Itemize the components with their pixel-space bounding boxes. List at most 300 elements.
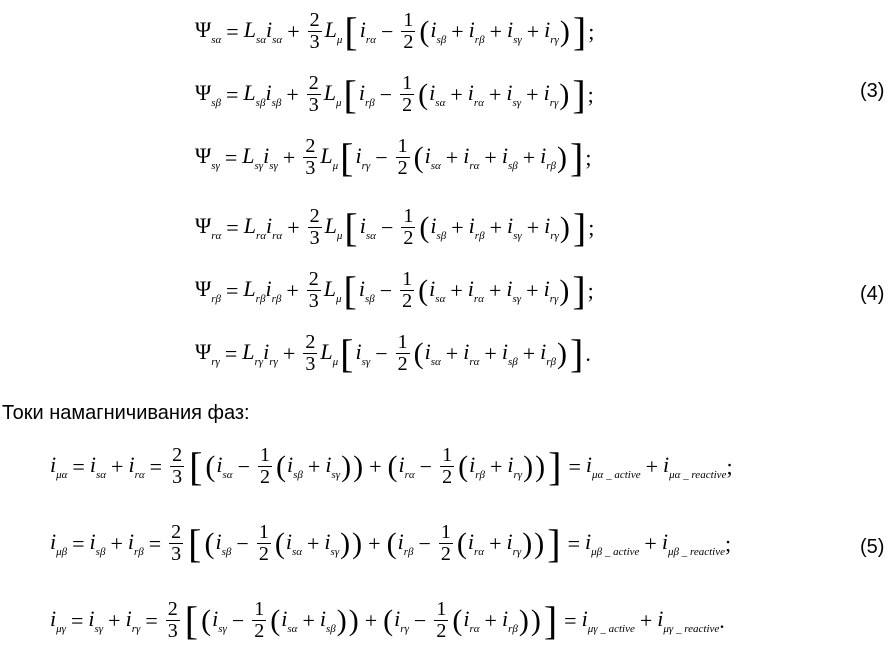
- subscript: rα: [474, 546, 485, 558]
- subscript: rγ: [549, 97, 559, 109]
- fraction: [396, 136, 410, 179]
- flux-equation-psi-rb: [195, 269, 594, 312]
- operator: =: [145, 607, 158, 633]
- operator: +: [282, 144, 296, 170]
- math-variable: $i_{s\beta}$: [501, 339, 518, 368]
- math-variable: $L_{s\gamma}$: [242, 143, 264, 172]
- section-heading: Токи намагничивания фаз:: [2, 402, 250, 424]
- subscript: rβ: [271, 293, 282, 305]
- numerator: 2: [305, 331, 316, 353]
- fraction: [439, 522, 453, 565]
- operator: =: [564, 607, 577, 633]
- fraction: [396, 332, 410, 375]
- math-variable: $L_{r\beta}$: [243, 276, 266, 305]
- operator: =: [226, 81, 239, 107]
- subscript: rγ: [549, 293, 559, 305]
- right-bracket: ]: [572, 8, 587, 54]
- operator: +: [368, 530, 381, 556]
- subscript: rα: [473, 97, 484, 109]
- math-variable: $i_{r\alpha}$: [266, 213, 283, 242]
- math-variable: $i_{s\gamma}$: [506, 213, 522, 242]
- right-paren: ): [557, 140, 568, 174]
- numerator: 1: [260, 444, 270, 466]
- math-variable: $L_\mu$: [320, 143, 339, 172]
- denominator: 3: [172, 466, 183, 488]
- denominator: 3: [171, 543, 182, 565]
- math-variable: $i_{\mu\beta \_ reactive}$: [661, 529, 725, 558]
- operator: +: [526, 18, 540, 44]
- numerator: 1: [402, 72, 413, 94]
- left-paren: (: [201, 603, 212, 637]
- subscript: μ: [336, 230, 343, 242]
- operator: −: [236, 530, 249, 556]
- subscript: sβ: [507, 160, 518, 172]
- psi-symbol: $\Psi_{r\alpha}$: [195, 213, 222, 242]
- operator: =: [149, 453, 163, 479]
- operator: +: [489, 530, 502, 556]
- left-bracket: [: [340, 330, 354, 376]
- right-paren: ): [336, 603, 347, 637]
- math-variable: $i_{r\alpha}$: [359, 17, 376, 46]
- subscript: rβ: [474, 34, 485, 46]
- left-bracket: [: [188, 520, 202, 566]
- denominator: 2: [403, 31, 414, 53]
- denominator: 2: [254, 620, 265, 642]
- subscript: sβ: [293, 469, 303, 481]
- right-paren: ): [535, 449, 546, 483]
- math-variable: $L_\mu$: [323, 276, 342, 305]
- punctuation: ;: [588, 18, 595, 44]
- math-variable: $i_{s\alpha}$: [429, 276, 446, 305]
- left-bracket: [: [184, 597, 199, 643]
- operator: +: [445, 144, 459, 170]
- subscript: μ: [336, 97, 342, 109]
- psi-symbol: $\Psi_{r\gamma}$: [195, 339, 220, 368]
- right-bracket: ]: [547, 520, 561, 566]
- math-variable: $i_{\mu\alpha}$: [50, 452, 68, 481]
- subscript: sβ: [95, 546, 106, 558]
- operator: −: [379, 81, 393, 107]
- denominator: 3: [305, 157, 316, 179]
- operator: +: [639, 607, 653, 633]
- left-paren: (: [204, 526, 215, 560]
- subscript: sα: [430, 160, 441, 172]
- math-variable: $i_{r\alpha}$: [128, 452, 145, 481]
- punctuation: ;: [587, 277, 594, 303]
- math-variable: $i_{s\alpha}$: [285, 529, 302, 558]
- denominator: 3: [308, 290, 319, 312]
- operator: +: [369, 453, 382, 479]
- math-variable: $i_{\mu\beta \_ active}$: [585, 529, 640, 558]
- math-variable: $i_{r\beta}$: [265, 276, 282, 305]
- operator: +: [522, 340, 536, 366]
- operator: +: [526, 214, 540, 240]
- subscript: rβ: [546, 160, 557, 172]
- operator: =: [226, 277, 239, 303]
- fraction: [401, 10, 415, 53]
- operator: +: [489, 453, 503, 479]
- numerator: 2: [309, 205, 320, 227]
- fraction: [308, 10, 322, 53]
- operator: +: [489, 18, 502, 44]
- punctuation: ;: [726, 453, 733, 479]
- denominator: 3: [305, 353, 316, 375]
- punctuation: .: [585, 340, 591, 366]
- left-paren: (: [276, 449, 286, 483]
- math-variable: $i_{r\alpha}$: [467, 80, 484, 109]
- flux-equation-psi-rg: [195, 332, 591, 375]
- subscript: rβ: [546, 356, 557, 368]
- equation-number-3: (3): [860, 80, 885, 102]
- math-variable: $i_{r\alpha}$: [463, 339, 480, 368]
- operator: =: [567, 530, 581, 556]
- operator: +: [644, 530, 657, 556]
- operator: +: [484, 144, 497, 170]
- right-paren: ): [559, 14, 570, 48]
- math-variable: $i_{r\gamma}$: [506, 529, 522, 558]
- operator: +: [287, 18, 300, 44]
- math-variable: $L_\mu$: [323, 80, 342, 109]
- left-paren: (: [383, 603, 394, 637]
- math-variable: $i_{s\beta}$: [319, 606, 336, 635]
- denominator: 2: [397, 157, 408, 179]
- subscript: sγ: [269, 160, 278, 172]
- subscript: rγ: [512, 546, 522, 558]
- denominator: 2: [397, 353, 408, 375]
- fraction: [434, 599, 448, 642]
- right-paren: ): [352, 526, 363, 560]
- subscript: sγ: [513, 230, 522, 242]
- subscript: sβ: [436, 230, 447, 242]
- subscript: rα: [134, 469, 145, 481]
- math-variable: $i_{s\alpha}$: [281, 606, 298, 635]
- left-bracket: [: [340, 134, 354, 180]
- subscript: sβ: [325, 623, 336, 635]
- math-variable: $i_{s\alpha}$: [424, 339, 441, 368]
- subscript: sβ: [436, 34, 447, 46]
- math-variable: $i_{s\beta}$: [287, 452, 303, 481]
- math-variable: $L_\mu$: [324, 213, 343, 242]
- subscript: sα: [430, 356, 441, 368]
- left-bracket: [: [189, 443, 203, 489]
- magnetizing-equation-imu-g: [50, 599, 725, 642]
- subscript: sα: [272, 34, 283, 46]
- operator: +: [484, 340, 497, 366]
- math-variable: $i_{r\gamma}$: [394, 606, 409, 635]
- subscript: sγ: [330, 546, 340, 558]
- left-paren: (: [458, 449, 469, 483]
- operator: +: [110, 530, 123, 556]
- numerator: 1: [397, 331, 408, 353]
- right-paren: ): [559, 77, 570, 111]
- subscript: rα: [365, 34, 376, 46]
- subscript: rγ: [513, 469, 523, 481]
- denominator: 2: [440, 543, 451, 565]
- operator: +: [307, 530, 320, 556]
- left-paren: (: [418, 273, 429, 307]
- subscript: μ: [336, 293, 342, 305]
- math-variable: $i_{r\beta}$: [501, 606, 518, 635]
- right-bracket: ]: [570, 330, 584, 376]
- left-bracket: [: [343, 267, 357, 313]
- subscript: μγ: [56, 623, 66, 635]
- math-variable: $i_{s\alpha}$: [89, 452, 107, 481]
- punctuation: ;: [588, 214, 595, 240]
- math-variable: $i_{s\gamma}$: [263, 143, 278, 172]
- magnetizing-equation-imu-b: [50, 522, 731, 565]
- right-paren: ): [341, 449, 352, 483]
- right-paren: ): [530, 603, 541, 637]
- math-variable: $i_{s\gamma}$: [88, 606, 104, 635]
- numerator: 2: [309, 9, 320, 31]
- numerator: 1: [258, 521, 269, 543]
- subscript: rγ: [254, 356, 264, 368]
- fraction: [166, 599, 180, 642]
- subscript: μα _ reactive: [669, 469, 727, 481]
- subscript: rγ: [361, 160, 371, 172]
- left-paren: (: [419, 14, 430, 48]
- right-paren: ): [557, 336, 568, 370]
- operator: =: [568, 453, 581, 479]
- math-variable: $i_{\mu\alpha \_ reactive}$: [663, 452, 727, 481]
- left-paren: (: [205, 449, 216, 483]
- math-variable: $i_{s\gamma}$: [355, 339, 371, 368]
- math-variable: $i_{r\gamma}$: [544, 213, 559, 242]
- math-variable: $i_{s\gamma}$: [325, 452, 341, 481]
- operator: +: [488, 277, 502, 303]
- math-variable: $i_{r\gamma}$: [543, 276, 559, 305]
- operator: =: [148, 530, 162, 556]
- operator: +: [488, 81, 502, 107]
- math-variable: $i_{s\beta}$: [430, 17, 447, 46]
- math-variable: $i_{s\beta}$: [358, 276, 375, 305]
- math-variable: $i_{r\gamma}$: [507, 452, 523, 481]
- math-variable: $i_{r\beta}$: [127, 529, 144, 558]
- numerator: 2: [171, 521, 182, 543]
- math-variable: $L_{r\gamma}$: [242, 339, 264, 368]
- math-variable: $i_{r\gamma}$: [263, 339, 278, 368]
- numerator: 1: [254, 598, 265, 620]
- operator: +: [526, 81, 539, 107]
- operator: +: [451, 18, 464, 44]
- denominator: 2: [402, 290, 413, 312]
- right-paren: ): [348, 603, 359, 637]
- math-variable: $i_{r\beta}$: [469, 452, 485, 481]
- operator: −: [419, 453, 433, 479]
- left-bracket: [: [343, 71, 357, 117]
- psi-symbol: $\Psi_{s\alpha}$: [195, 17, 222, 46]
- right-bracket: ]: [572, 204, 587, 250]
- left-paren: (: [413, 140, 424, 174]
- punctuation: .: [719, 607, 725, 633]
- math-variable: $i_{s\alpha}$: [359, 213, 376, 242]
- denominator: 2: [403, 227, 414, 249]
- operator: +: [307, 453, 321, 479]
- subscript: sα: [365, 230, 376, 242]
- flux-equation-psi-sb: [195, 73, 594, 116]
- subscript: rβ: [508, 623, 518, 635]
- flux-equation-psi-sg: [195, 136, 591, 179]
- subscript: sγ: [331, 469, 341, 481]
- math-variable: $L_{s\alpha}$: [243, 17, 267, 46]
- denominator: 2: [436, 620, 447, 642]
- subscript: sβ: [221, 546, 232, 558]
- right-bracket: ]: [548, 443, 562, 489]
- right-paren: ): [522, 526, 533, 560]
- math-variable: $i_{r\beta}$: [468, 213, 485, 242]
- subscript: μ: [332, 160, 339, 172]
- denominator: 2: [260, 466, 270, 488]
- math-variable: $i_{s\beta}$: [265, 80, 282, 109]
- numerator: 1: [436, 598, 447, 620]
- math-variable: $i_{s\gamma}$: [506, 276, 522, 305]
- operator: +: [489, 214, 502, 240]
- fraction: [169, 522, 183, 565]
- operator: +: [445, 340, 459, 366]
- punctuation: ;: [587, 81, 594, 107]
- subscript: μγ _ active: [587, 623, 635, 635]
- operator: +: [450, 81, 463, 107]
- subscript: sγ: [513, 34, 522, 46]
- numerator: 2: [308, 72, 319, 94]
- operator: =: [72, 453, 85, 479]
- subscript: sα: [435, 293, 446, 305]
- math-variable: $L_\mu$: [320, 339, 339, 368]
- subscript: rα: [469, 356, 480, 368]
- subscript: μα _ active: [592, 469, 641, 481]
- subscript: rβ: [475, 469, 485, 481]
- math-variable: $i_{s\alpha}$: [424, 143, 441, 172]
- fraction: [440, 445, 454, 488]
- subscript: rγ: [550, 230, 559, 242]
- math-variable: $i_{s\gamma}$: [212, 606, 227, 635]
- operator: −: [379, 277, 393, 303]
- denominator: 2: [258, 543, 269, 565]
- operator: =: [72, 530, 85, 556]
- numerator: 2: [308, 268, 319, 290]
- operator: +: [645, 453, 659, 479]
- subscript: μβ _ reactive: [667, 546, 725, 558]
- flux-equation-psi-ra: [195, 206, 594, 249]
- math-variable: $i_{s\gamma}$: [506, 17, 522, 46]
- right-paren: ): [559, 210, 570, 244]
- right-bracket: ]: [572, 267, 586, 313]
- numerator: 1: [403, 9, 414, 31]
- fraction: [258, 445, 272, 488]
- subscript: sα: [287, 623, 298, 635]
- math-variable: $i_{s\alpha}$: [429, 80, 446, 109]
- subscript: rβ: [403, 546, 414, 558]
- fraction: [307, 269, 321, 312]
- math-variable: $i_{s\beta}$: [215, 529, 232, 558]
- right-paren: ): [523, 449, 534, 483]
- subscript: μ: [336, 34, 343, 46]
- subscript: rγ: [269, 356, 278, 368]
- fraction: [303, 332, 317, 375]
- math-variable: $L_{s\beta}$: [243, 80, 266, 109]
- numerator: 1: [397, 135, 408, 157]
- operator: =: [226, 18, 239, 44]
- operator: −: [237, 453, 250, 479]
- fraction: [308, 206, 322, 249]
- left-paren: (: [456, 526, 467, 560]
- operator: +: [302, 607, 315, 633]
- math-variable: $L_\mu$: [324, 17, 343, 46]
- right-bracket: ]: [572, 71, 586, 117]
- operator: +: [526, 277, 539, 303]
- numerator: 1: [403, 205, 414, 227]
- numerator: 1: [440, 521, 451, 543]
- psi-symbol: $\Psi_{s\beta}$: [195, 80, 221, 109]
- denominator: 3: [308, 94, 319, 116]
- operator: +: [286, 277, 299, 303]
- denominator: 3: [167, 620, 178, 642]
- operator: =: [226, 214, 239, 240]
- subscript: sγ: [254, 160, 264, 172]
- denominator: 2: [402, 94, 413, 116]
- math-variable: $i_{s\alpha}$: [216, 452, 233, 481]
- denominator: 2: [442, 466, 453, 488]
- subscript: rα: [272, 230, 283, 242]
- subscript: sα: [291, 546, 302, 558]
- subscript: sα: [255, 34, 267, 46]
- subscript: μβ: [56, 546, 68, 558]
- operator: =: [70, 607, 84, 633]
- right-bracket: ]: [570, 134, 584, 180]
- numerator: 2: [305, 135, 316, 157]
- operator: +: [522, 144, 536, 170]
- numerator: 1: [402, 268, 413, 290]
- subscript: sβ: [255, 97, 266, 109]
- subscript: rβ: [474, 230, 485, 242]
- math-variable: $i_{r\alpha}$: [398, 452, 415, 481]
- subscript: sγ: [218, 623, 227, 635]
- math-variable: $i_{r\gamma}$: [125, 606, 141, 635]
- left-paren: (: [418, 77, 429, 111]
- subscript: rγ: [400, 623, 409, 635]
- math-variable: $i_{\mu\beta}$: [50, 529, 68, 558]
- subscript: μ: [332, 356, 339, 368]
- math-variable: $i_{s\alpha}$: [266, 17, 283, 46]
- numerator: 1: [442, 444, 453, 466]
- subscript: sα: [435, 97, 446, 109]
- subscript: sγ: [512, 293, 522, 305]
- operator: −: [413, 607, 427, 633]
- math-variable: $i_{s\gamma}$: [506, 80, 522, 109]
- math-variable: $i_{s\beta}$: [430, 213, 447, 242]
- math-variable: $i_{\mu\gamma}$: [50, 606, 66, 635]
- math-variable: $i_{r\gamma}$: [543, 80, 559, 109]
- operator: +: [286, 81, 299, 107]
- equation-number-5: (5): [860, 536, 885, 558]
- operator: +: [282, 340, 296, 366]
- operator: −: [231, 607, 245, 633]
- subscript: rα: [255, 230, 267, 242]
- operator: +: [111, 453, 124, 479]
- operator: =: [224, 144, 238, 170]
- right-paren: ): [534, 526, 545, 560]
- left-paren: (: [419, 210, 430, 244]
- operator: +: [484, 607, 497, 633]
- subscript: rα: [473, 293, 484, 305]
- right-paren: ): [559, 273, 570, 307]
- operator: +: [108, 607, 121, 633]
- left-paren: (: [413, 336, 424, 370]
- left-paren: (: [387, 449, 398, 483]
- subscript: rα: [469, 623, 480, 635]
- numerator: 2: [167, 598, 178, 620]
- left-bracket: [: [344, 204, 358, 250]
